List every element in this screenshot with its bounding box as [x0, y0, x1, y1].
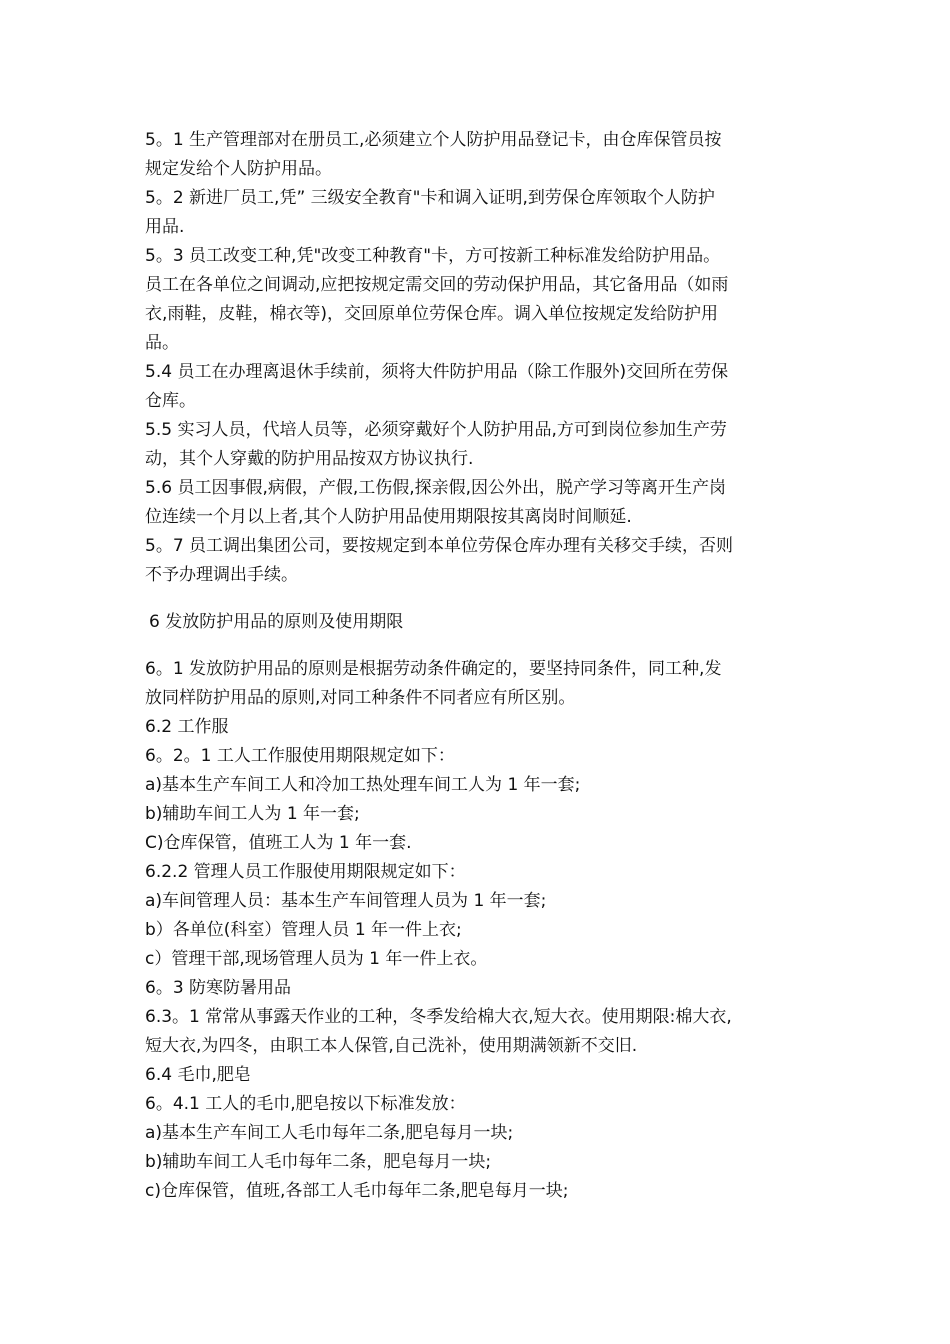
- text-line: a)基本生产车间工人和冷加工热处理车间工人为 1 年一套;: [145, 775, 581, 795]
- text-line: 5。1 生产管理部对在册员工,必须建立个人防护用品登记卡，由仓库保管员按: [145, 130, 722, 150]
- text-line: C)仓库保管，值班工人为 1 年一套.: [145, 833, 412, 853]
- document-page: [145, 126, 809, 1206]
- section-6-heading: 6 发放防护用品的原则及使用期限: [149, 612, 404, 632]
- text-line: a)基本生产车间工人毛巾每年二条,肥皂每月一块;: [145, 1123, 514, 1143]
- text-line: 6。1 发放防护用品的原则是根据劳动条件确定的，要坚持同条件，同工种,发: [145, 659, 722, 679]
- text-line: 动，其个人穿戴的防护用品按双方协议执行.: [145, 449, 474, 469]
- text-line: 5.6 员工因事假,病假，产假,工伤假,探亲假,因公外出，脱产学习等离开生产岗: [145, 478, 727, 498]
- text-line: 位连续一个月以上者,其个人防护用品使用期限按其离岗时间顺延.: [145, 507, 632, 527]
- text-line: 6。2。1 工人工作服使用期限规定如下：: [145, 746, 455, 766]
- text-line: 衣,雨鞋，皮鞋，棉衣等)，交回原单位劳保仓库。调入单位按规定发给防护用: [145, 304, 719, 324]
- text-line: 5。7 员工调出集团公司，要按规定到本单位劳保仓库办理有关移交手续，否则: [145, 536, 734, 556]
- paragraph-gap: [145, 590, 809, 608]
- text-line: 6.2.2 管理人员工作服使用期限规定如下：: [145, 862, 466, 882]
- text-line: 5。2 新进厂员工,凭” 三级安全教育"卡和调入证明,到劳保仓库领取个人防护: [145, 188, 715, 208]
- text-line: 不予办理调出手续。: [145, 565, 298, 585]
- text-line: 6。4.1 工人的毛巾,肥皂按以下标准发放：: [145, 1094, 466, 1114]
- text-line: 6.3。1 常常从事露天作业的工种，冬季发给棉大衣,短大衣。使用期限:棉大衣,: [145, 1007, 732, 1027]
- text-line: 6。3 防寒防暑用品: [145, 978, 292, 998]
- text-line: b)辅助车间工人为 1 年一套;: [145, 804, 360, 824]
- text-line: 员工在各单位之间调动,应把按规定需交回的劳动保护用品，其它备用品（如雨: [145, 275, 729, 295]
- text-line: 5。3 员工改变工种,凭"改变工种教育"卡，方可按新工种标准发给防护用品。: [145, 246, 721, 266]
- text-line: 短大衣,为四冬，由职工本人保管,自己洗补，使用期满领新不交旧.: [145, 1036, 638, 1056]
- text-line: c)仓库保管，值班,各部工人毛巾每年二条,肥皂每月一块;: [145, 1181, 569, 1201]
- section-5: [145, 126, 809, 590]
- text-line: 品。: [145, 333, 179, 353]
- text-line: 用品.: [145, 217, 185, 237]
- text-line: b)辅助车间工人毛巾每年二条，肥皂每月一块;: [145, 1152, 492, 1172]
- text-line: c）管理干部,现场管理人员为 1 年一件上衣。: [145, 949, 488, 969]
- text-line: 6.4 毛巾,肥皂: [145, 1065, 251, 1085]
- section-6: [145, 655, 809, 1206]
- text-line: 6.2 工作服: [145, 717, 229, 737]
- text-line: 5.4 员工在办理离退休手续前，须将大件防护用品（除工作服外)交回所在劳保: [145, 362, 729, 382]
- text-line: 仓库。: [145, 391, 196, 411]
- text-line: b）各单位(科室）管理人员 1 年一件上衣;: [145, 920, 462, 940]
- text-line: 5.5 实习人员，代培人员等，必须穿戴好个人防护用品,方可到岗位参加生产劳: [145, 420, 727, 440]
- text-line: a)车间管理人员：基本生产车间管理人员为 1 年一套;: [145, 891, 547, 911]
- text-line: 放同样防护用品的原则,对同工种条件不同者应有所区别。: [145, 688, 576, 708]
- paragraph-gap: [145, 637, 809, 655]
- text-line: 规定发给个人防护用品。: [145, 159, 332, 179]
